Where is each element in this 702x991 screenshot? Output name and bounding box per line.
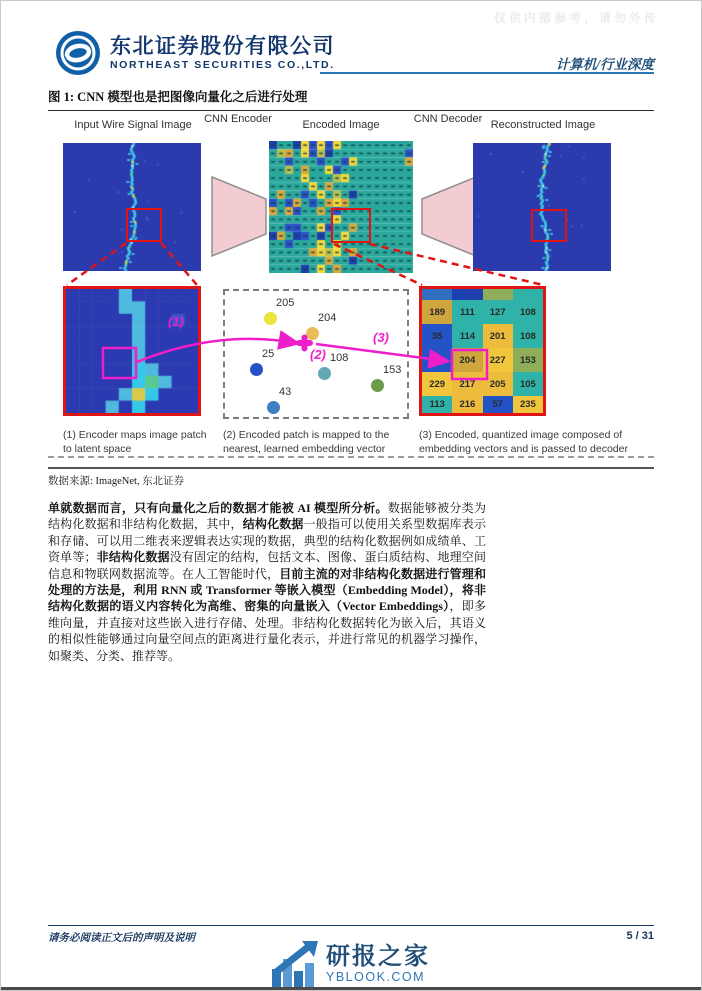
panel-label-reconstructed: Reconstructed Image — [490, 119, 596, 131]
quantized-grid-panel — [419, 286, 546, 416]
footer-rule — [48, 925, 654, 926]
input-wire-canvas — [63, 143, 201, 271]
body-text-segment: 数据能够被分类为结构化数据和非结构化数据，其中， — [48, 501, 486, 532]
quantized-cell — [513, 289, 543, 300]
panel-label-input: Input Wire Signal Image — [74, 119, 192, 131]
cnn-decoder-shape — [421, 176, 477, 257]
header — [48, 29, 654, 79]
figure-bottom-dashed-rule — [48, 456, 654, 458]
figure-source: 数据来源: ImageNet, 东北证券 — [48, 476, 185, 487]
latent-zoom-canvas — [66, 289, 198, 413]
quantized-grid-row — [422, 324, 543, 348]
yblook-name-cn: 研报之家 — [326, 943, 430, 970]
quantized-cell: 43 — [422, 348, 452, 372]
figure-canvas — [48, 111, 656, 457]
embedding-point-label: 205 — [276, 297, 295, 309]
step-label-2: (2) — [310, 347, 326, 362]
quantized-grid-row — [422, 372, 543, 396]
body-text-segment: ，即多维向量，并直接对这些嵌入进行存储、处理。非结构化数据转化为嵌入后，其语义的相似性能够通过向量空间点的距离进行量化表示，并进行常见的机器学习操作，如聚类、分类、推荐等。 — [48, 599, 486, 663]
report-section-label: 计算机/行业深度 — [555, 57, 654, 72]
quantized-cell: 189 — [422, 300, 452, 324]
reconstructed-canvas — [473, 143, 611, 271]
quantized-cell — [452, 289, 482, 300]
embedding-point-108 — [318, 367, 331, 380]
quantized-cell: 114 — [452, 324, 482, 348]
body-paragraph — [48, 500, 486, 664]
body-text-segment: 目前主流的对非结构化数据进行管理和处理的方法是，利用 RNN 或 Transformer 等嵌入模型（Embedding Model），将非结构化数据的语义内容转化为高维、密集的向量嵌入（Vector Embeddings） — [48, 566, 486, 614]
embedding-point-43 — [267, 401, 280, 414]
quantized-cell: 201 — [483, 324, 513, 348]
quantized-grid-row — [422, 348, 543, 372]
yblook-site: YBLOOK.COM — [326, 970, 426, 984]
quantized-cell — [422, 289, 452, 300]
quantized-cell: 105 — [513, 372, 543, 396]
page-indicator: 5 / 31 — [626, 930, 654, 942]
embedding-point-204 — [306, 327, 319, 340]
input-roi-box — [126, 208, 162, 242]
company-logo-icon — [54, 29, 102, 77]
embedding-point-label: 43 — [279, 386, 292, 398]
encoded-roi-box — [331, 208, 371, 243]
latent-zoom-panel — [63, 286, 201, 416]
figure-bottom-solid-rule — [48, 467, 654, 469]
embedding-point-label: 108 — [330, 352, 349, 364]
figure-title: 图 1: CNN 模型也是把图像向量化之后进行处理 — [48, 87, 654, 111]
quantized-cell: 108 — [513, 324, 543, 348]
embedding-point-153 — [371, 379, 384, 392]
panel-label-encoded: Encoded Image — [302, 119, 380, 131]
quantized-cell: 113 — [422, 396, 452, 413]
encoded-image — [269, 141, 413, 273]
quantized-cell: 108 — [513, 300, 543, 324]
caption-step1: (1) Encoder maps image patch to latent space — [63, 429, 207, 455]
step-label-1: (1) — [168, 314, 184, 329]
quantized-cell: 229 — [422, 372, 452, 396]
header-rule — [320, 72, 654, 74]
company-name-en: NORTHEAST SECURITIES CO.,LTD. — [110, 58, 335, 71]
quantized-cell-selected: 204 — [452, 348, 482, 372]
body-text-segment: 一般指可以使用关系型数据库表示和存储、可以用二维表来逻辑表达实现的数据，典型的结构化数据例如成绩单、工资单等； — [48, 517, 486, 565]
quantized-cell — [483, 289, 513, 300]
yblook-logo — [272, 939, 430, 989]
quantized-cell: 57 — [483, 396, 513, 413]
quantized-cell: 205 — [483, 372, 513, 396]
body-text-segment: 单就数据而言，只有向量化之后的数据才能被 AI 模型所分析。 — [48, 501, 388, 515]
bar-chart-arrow-icon — [272, 939, 320, 989]
quantized-grid-row — [422, 300, 543, 324]
quantized-cell: 153 — [513, 348, 543, 372]
quantized-cell: 217 — [452, 372, 482, 396]
body-text-segment: 非结构化数据 — [96, 550, 170, 565]
page-bottom-edge — [1, 987, 701, 990]
yblook-logo-text — [326, 944, 430, 984]
quantized-cell: 35 — [422, 324, 452, 348]
step-label-3: (3) — [373, 330, 389, 345]
reconstructed-roi-box — [531, 209, 567, 242]
body-text-segment: 没有固定的结构，包括文本、图像、蛋白质结构、地理空间信息和物联网数据流等。在人工智能时代， — [48, 550, 486, 581]
brand — [54, 29, 335, 77]
embedding-point-label: 204 — [318, 312, 337, 324]
caption-step3: (3) Encoded, quantized image composed of embedding vectors and is passed to decoder — [419, 429, 628, 455]
panel-label-decoder: CNN Decoder — [413, 113, 483, 125]
body-text-segment: 结构化数据 — [242, 517, 304, 532]
quantized-cell: 227 — [483, 348, 513, 372]
brand-text — [110, 35, 335, 72]
company-name-cn: 东北证券股份有限公司 — [110, 34, 335, 58]
confidential-watermark: 仅供内部参考，请勿外传 — [493, 11, 659, 25]
footer-disclaimer: 请务必阅读正文后的声明及说明 — [48, 933, 195, 944]
reconstructed-image — [473, 143, 611, 271]
embedding-point-label: 25 — [262, 348, 275, 360]
encoded-canvas — [269, 141, 413, 273]
embedding-point-label: 153 — [383, 364, 402, 376]
panel-label-encoder: CNN Encoder — [204, 113, 272, 125]
caption-step2: (2) Encoded patch is mapped to the nearest, learned embedding vector — [223, 429, 390, 455]
embedding-point-25 — [250, 363, 263, 376]
embedding-point-205 — [264, 312, 277, 325]
input-wire-image — [63, 143, 201, 271]
quantized-cell: 127 — [483, 300, 513, 324]
quantized-grid-row — [422, 396, 543, 413]
quantized-grid-row — [422, 289, 543, 300]
cnn-encoder-shape — [211, 176, 267, 257]
quantized-cell: 235 — [513, 396, 543, 413]
quantized-cell: 111 — [452, 300, 482, 324]
quantized-cell: 216 — [452, 396, 482, 413]
